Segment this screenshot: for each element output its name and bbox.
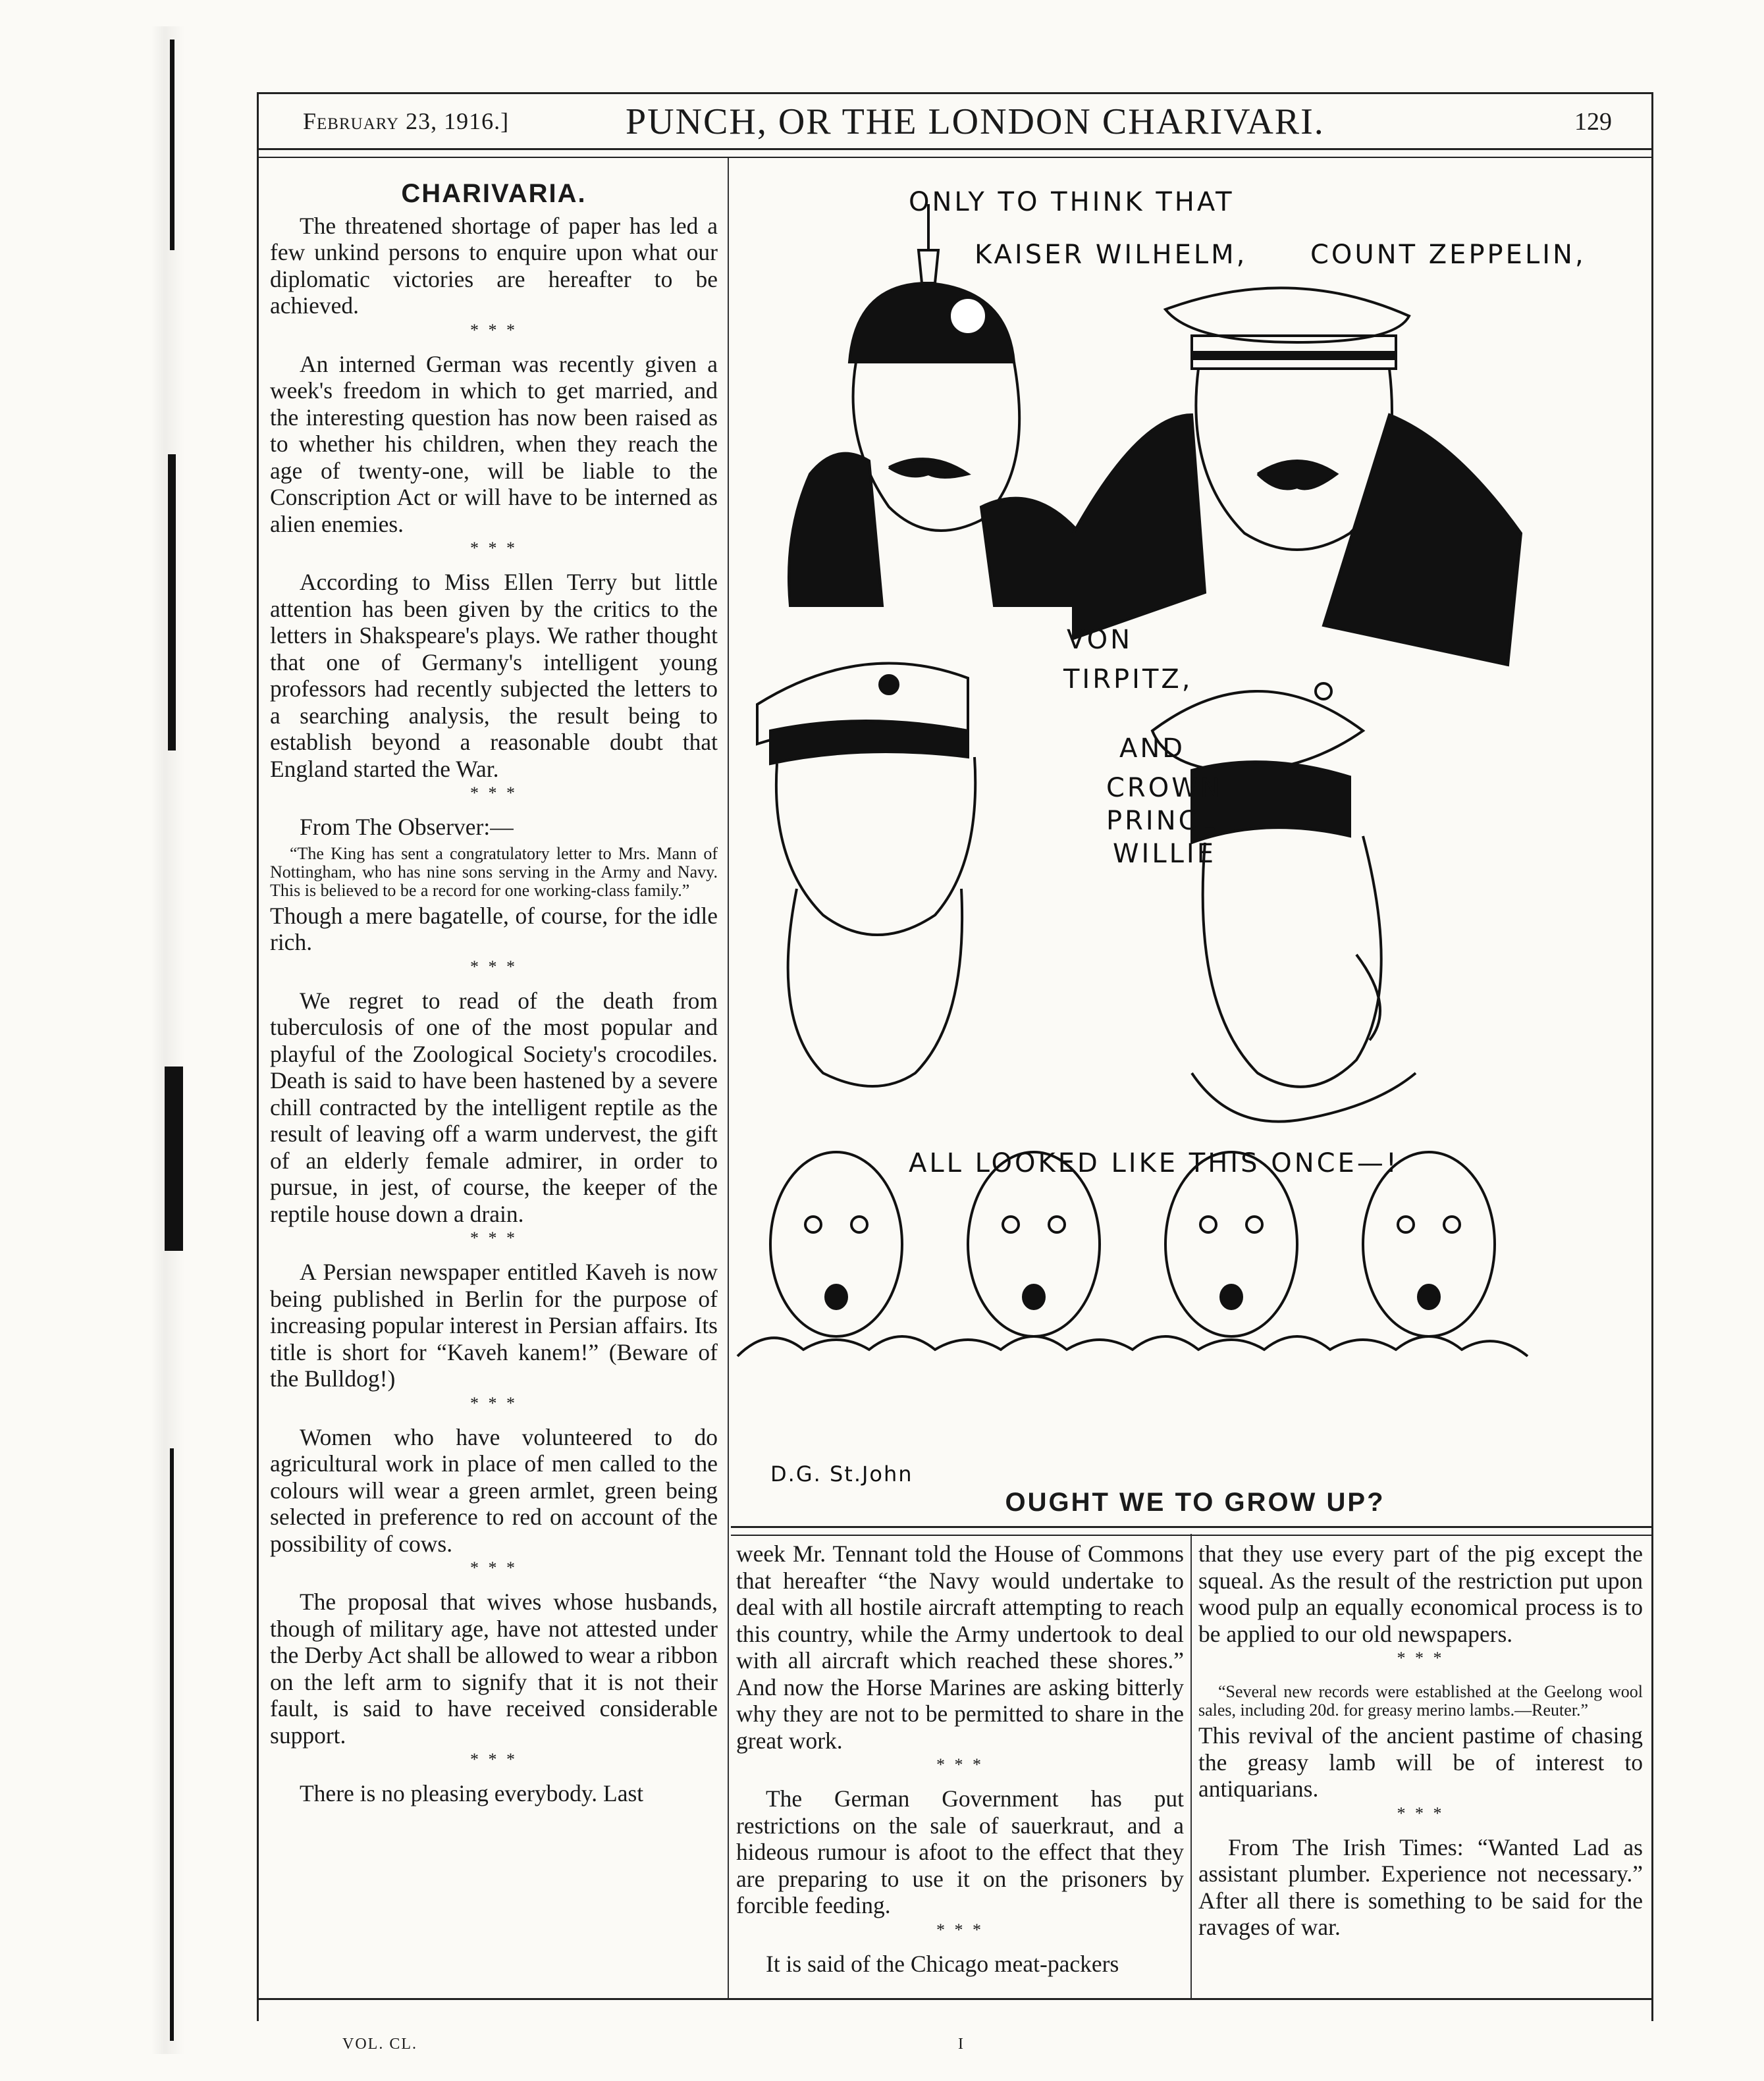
- page-number: 129: [1574, 108, 1612, 136]
- publication-title: PUNCH, OR THE LONDON CHARIVARI.: [626, 101, 1325, 142]
- baby-frills: [737, 1336, 1528, 1356]
- binding-mark: [165, 1067, 183, 1251]
- pickelhaube-helmet: [849, 283, 1014, 362]
- baby-mouth: [826, 1285, 847, 1309]
- issue-date: February 23, 1916.]: [303, 108, 510, 134]
- tirpitz-cap-badge: [880, 675, 898, 694]
- asterism: * * *: [470, 1750, 518, 1769]
- baby-eye: [1398, 1217, 1414, 1232]
- crown-prince-cap-badge: [1316, 683, 1331, 699]
- binding-mark: [170, 1448, 174, 2041]
- zeppelin-moustache: [1258, 461, 1337, 489]
- cartoon-text-zeppelin: COUNT ZEPPELIN,: [1310, 240, 1586, 270]
- paragraph: From The Observer:—: [300, 814, 514, 840]
- zeppelin-cap-top: [1165, 288, 1409, 342]
- asterism: * * *: [470, 1558, 518, 1577]
- asterism: * * *: [470, 539, 518, 558]
- page-header: [257, 92, 1651, 147]
- paragraph: The proposal that wives whose husbands, though of military age, have not attested under the Derby Act shall be allowed to wear a ribbon on the left arm to signify that it is not their fault, is said to have received considerable support.: [270, 1589, 718, 1749]
- paragraph: It is said of the Chicago meat-packers: [766, 1950, 1119, 1977]
- kaiser-coat: [789, 454, 882, 606]
- footer-rule: [257, 1998, 1651, 2001]
- column-middle: [736, 1541, 1184, 1977]
- paragraph: Though a mere bagatelle, of course, for the idle rich.: [270, 902, 718, 955]
- column-divider: [728, 158, 729, 1998]
- cartoon-text-prince: PRINCE: [1106, 806, 1219, 836]
- cartoon-text-looked: ALL LOOKED LIKE THIS ONCE—!: [909, 1148, 1399, 1178]
- binding-mark: [170, 40, 174, 250]
- asterism: * * *: [470, 1393, 518, 1413]
- binding-mark: [168, 454, 176, 751]
- asterism: * * *: [936, 1755, 984, 1774]
- baby-eye: [1200, 1217, 1216, 1232]
- zeppelin-fur-collar: [1073, 415, 1205, 639]
- cartoon-text-and: AND: [1119, 733, 1186, 764]
- asterism: * * *: [1397, 1648, 1445, 1668]
- page-binding-shadow: [151, 26, 184, 2054]
- cartoon-illustration: [731, 165, 1646, 1521]
- column-divider: [1190, 1534, 1192, 1998]
- asterism: * * *: [470, 320, 518, 340]
- paragraph: There is no pleasing everybody. Last: [300, 1780, 644, 1806]
- baby-mouth: [1418, 1285, 1439, 1309]
- baby-eye: [851, 1217, 867, 1232]
- column-left: [270, 176, 718, 1807]
- cartoon-text-von: VON: [1067, 625, 1133, 655]
- paragraph: The threatened shortage of paper has led a few unkind persons to enquire upon what our diplomatic victories are hereafter to be achieved.: [270, 212, 718, 319]
- header-rule: [257, 148, 1651, 158]
- tirpitz-face: [776, 757, 975, 935]
- baby-mouth: [1023, 1285, 1044, 1309]
- cartoon: [731, 165, 1646, 1521]
- quotation: “Several new records were established at the Geelong wool sales, including 20d. for greasy merino lambs.—Reuter.”: [1198, 1682, 1643, 1720]
- column-right: [1198, 1541, 1643, 1941]
- baby-mouth: [1221, 1285, 1242, 1309]
- asterism: * * *: [470, 1228, 518, 1248]
- kaiser-moustache: [889, 459, 968, 477]
- crown-prince-face: [1203, 836, 1381, 1087]
- baby-eye: [1003, 1217, 1019, 1232]
- helmet-badge: [949, 298, 986, 334]
- crown-prince-nose: [1356, 955, 1380, 1040]
- cartoon-text-kaiser: KAISER WILHELM,: [975, 240, 1248, 270]
- asterism: * * *: [1397, 1803, 1445, 1823]
- baby-eye: [1049, 1217, 1065, 1232]
- signature-mark: I: [958, 2036, 963, 2053]
- artist-signature: D.G. St.John: [770, 1462, 913, 1487]
- tirpitz-beard: [788, 889, 962, 1086]
- paragraph: A Persian newspaper entitled Kaveh is now being published in Berlin for the purpose of increasing popular interest in Persian affairs. Its title is short for “Kaveh kanem!” (Beware of the Bulldog!): [270, 1259, 718, 1392]
- asterism: * * *: [936, 1920, 984, 1939]
- volume-label: VOL. CL.: [342, 2036, 417, 2053]
- paragraph: According to Miss Ellen Terry but little attention has been given by the critics to the letters in Shakspeare's plays. We rather thought that one of Germany's intelligent young professors had recently subjected the letters to a searching analysis, the result being to establish beyond a reasonable doubt that England started the War.: [270, 569, 718, 782]
- baby-eye: [1246, 1217, 1262, 1232]
- quotation: “The King has sent a congratulatory letter to Mrs. Mann of Nottingham, who has nine sons serving in the Army and Navy. This is believed to be a record for one working-class family.”: [270, 843, 718, 900]
- paragraph: The German Government has put restrictions on the sale of sauerkraut, and a hideous rumour is afoot to the effect that they are preparing to use it on the prisoners by forcible feeding.: [736, 1785, 1184, 1918]
- paragraph: We regret to read of the death from tuberculosis of one of the most popular and playful of the Zoological Society's crocodiles. Death is said to have been hastened by a severe chill contracted by the intelligent reptile as the result of leaving off a warm undervest, the gift of an elderly female admirer, in order to pursue, in jest, of course, the keeper of the reptile house down a drain.: [270, 987, 718, 1227]
- section-heading: CHARIVARIA.: [401, 179, 587, 208]
- asterism: * * *: [470, 783, 518, 803]
- cartoon-text-tirpitz: TIRPITZ,: [1063, 664, 1193, 695]
- paragraph: This revival of the ancient pastime of chasing the greasy lamb will be of interest to antiquarians.: [1198, 1722, 1643, 1802]
- baby-eye: [805, 1217, 821, 1232]
- cartoon-bottom-rule: [731, 1526, 1651, 1536]
- cartoon-text-line1: ONLY TO THINK THAT: [909, 187, 1235, 217]
- paragraph: that they use every part of the pig except the squeal. As the result of the restriction put upon wood pulp an equally economical process is to be applied to our old newspapers.: [1198, 1541, 1643, 1647]
- baby-eye: [1444, 1217, 1460, 1232]
- zeppelin-fur-collar: [1323, 415, 1521, 665]
- paragraph: week Mr. Tennant told the House of Commons that hereafter “the Navy would undertake to deal with all hostile aircraft attempting to reach this country, while the Army undertook to deal with all aircraft which reached these shores.” And now the Horse Marines are asking bitterly why they are not to be permitted to share in the great work.: [736, 1541, 1184, 1754]
- cartoon-text-willie: WILLIE: [1113, 839, 1216, 869]
- paragraph: From The Irish Times: “Wanted Lad as assistant plumber. Experience not necessary.” After all there is something to be said for the ravages of war.: [1198, 1833, 1643, 1940]
- asterism: * * *: [470, 957, 518, 976]
- paragraph: An interned German was recently given a week's freedom in which to get married, and the interesting question has now been raised as to whether his children, when they reach the age of twenty-one, will be liable to the Conscription Act or will have to be interned as alien enemies.: [270, 350, 718, 537]
- cartoon-text-crown: CROWN: [1106, 773, 1223, 803]
- paragraph: Women who have volunteered to do agricultural work in place of men called to the colours will wear a green armlet, green being selected in preference to red on account of the possibility of cows.: [270, 1423, 718, 1557]
- crown-prince-collar: [1192, 1073, 1416, 1122]
- tirpitz-cap-band: [770, 721, 968, 764]
- cartoon-caption: OUGHT WE TO GROW UP?: [1005, 1488, 1385, 1517]
